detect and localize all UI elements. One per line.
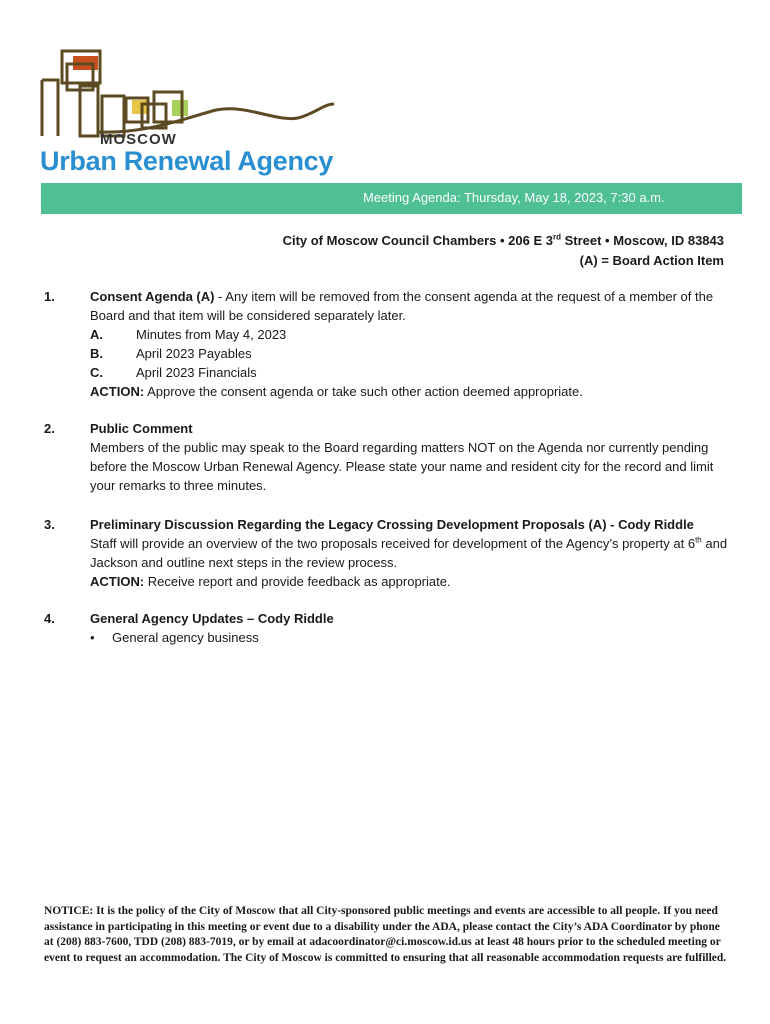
item-description: Staff will provide an overview of the two proposals received for development of the Agency’s property at 6th and Jackson and outline next steps in the review process. bbox=[90, 535, 728, 570]
ada-notice: NOTICE: It is the policy of the City of Moscow that all City-sponsored public meetings and events are accessible to all people. If you need assistance in participating in this meeting or event due to a disability under the ADA, please contact the City’s ADA Coordinator by phone at (208) 883-7600, TDD (208) 883-7019, or by email at adacoordinator@ci.moscow.id.us at least 48 hours prior to the scheduled meeting or event to request an accommodation. The City of Moscow is committed to ensuring that all reasonable accommodation requests are fulfilled. bbox=[44, 905, 727, 964]
logo-green-block bbox=[172, 100, 188, 116]
item-title: Public Comment bbox=[90, 421, 193, 436]
item-action: ACTION: Receive report and provide feedback as appropriate. bbox=[90, 574, 451, 589]
logo-agency-name: Urban Renewal Agency bbox=[40, 146, 334, 176]
item-description: Members of the public may speak to the Board regarding matters NOT on the Agenda nor currently pending before the Moscow Urban Renewal Agency. Please state your name and resident city for the record and limit your remarks to three minutes. bbox=[90, 440, 714, 493]
meeting-location bbox=[283, 231, 724, 271]
subitem: B. April 2023 Payables bbox=[90, 346, 252, 361]
logo-yellow-block bbox=[132, 100, 148, 114]
bullet-dot-icon: • bbox=[90, 630, 95, 645]
item-action: ACTION: Approve the consent agenda or take such other action deemed appropriate. bbox=[90, 384, 583, 399]
logo-building-outlines bbox=[42, 51, 182, 136]
item-number: 2. bbox=[44, 421, 55, 436]
logo-moscow-text: MOSCOW bbox=[100, 131, 177, 148]
subitem: A. Minutes from May 4, 2023 bbox=[90, 327, 287, 342]
item-number: 1. bbox=[44, 289, 55, 304]
board-action-legend: (A) = Board Action Item bbox=[579, 253, 724, 268]
meeting-date-text: Meeting Agenda: Thursday, May 18, 2023, 7:30 a.m. bbox=[363, 190, 665, 205]
bullet-item: • General agency business bbox=[90, 630, 259, 645]
item-number: 4. bbox=[44, 611, 55, 626]
item-number: 3. bbox=[44, 517, 55, 532]
skyline-logo-graphic bbox=[36, 48, 336, 148]
item-description: Consent Agenda (A) - Any item will be removed from the consent agenda at the request of a member of the Board and that item will be considered separately later. bbox=[90, 289, 714, 323]
item-title: Preliminary Discussion Regarding the Legacy Crossing Development Proposals (A) - Cody Riddle bbox=[90, 517, 694, 532]
location-address: City of Moscow Council Chambers • 206 E 3rd Street • Moscow, ID 83843 bbox=[282, 232, 724, 248]
meeting-banner bbox=[41, 183, 742, 214]
item-title: Consent Agenda (A) bbox=[90, 289, 215, 304]
item-title: General Agency Updates – Cody Riddle bbox=[90, 611, 334, 626]
subitem: C. April 2023 Financials bbox=[90, 365, 257, 380]
